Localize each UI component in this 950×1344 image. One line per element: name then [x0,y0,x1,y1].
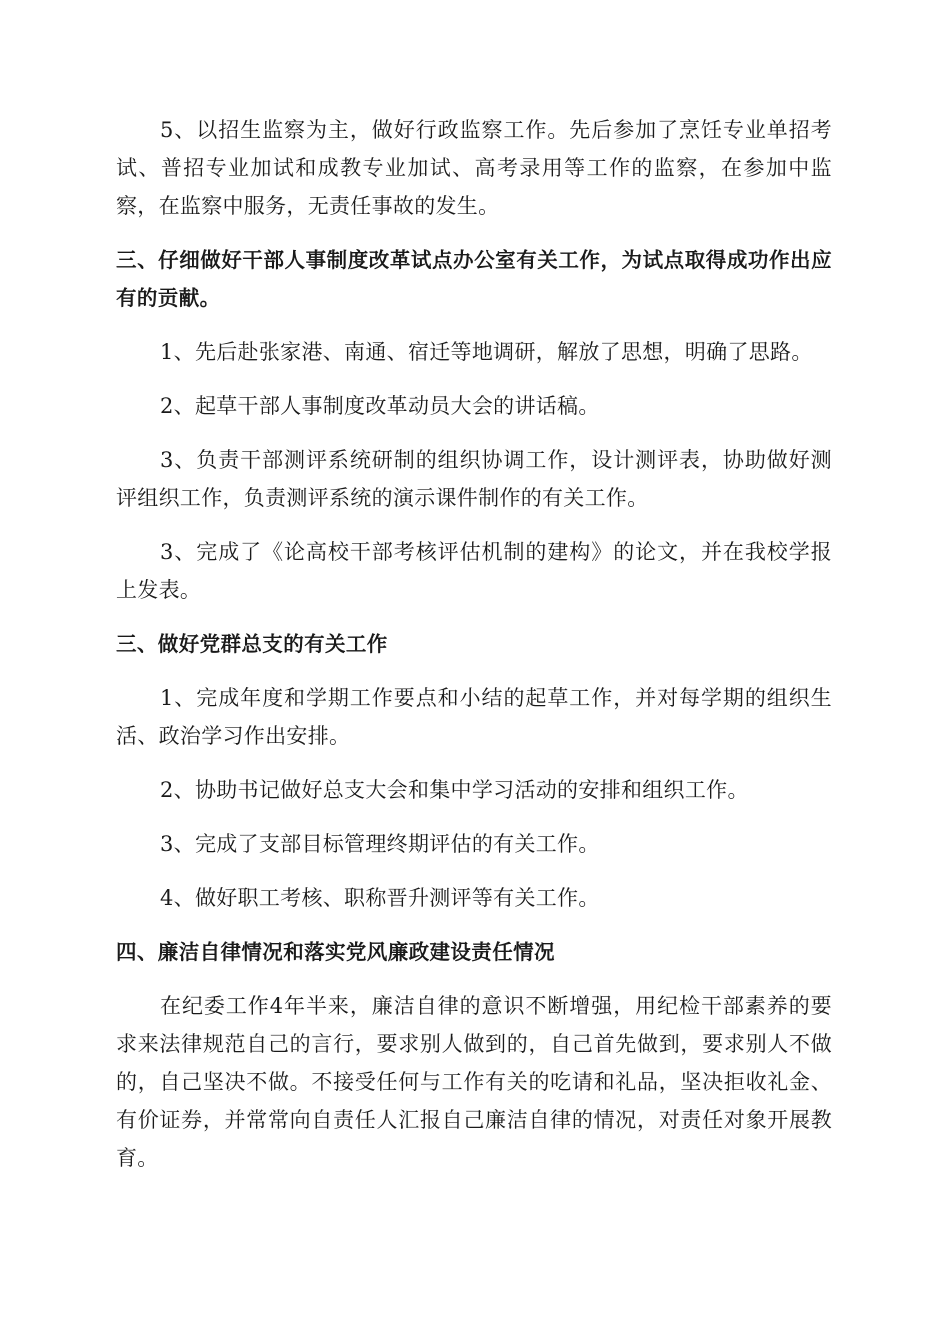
section-heading-integrity: 四、廉洁自律情况和落实党风廉政建设责任情况 [116,940,555,964]
paragraph-item-2-assist-secretary: 2、协助书记做好总支大会和集中学习活动的安排和组织工作。 [160,778,749,802]
paragraph-item-4-staff-appraisal: 4、做好职工考核、职称晋升测评等有关工作。 [160,886,600,910]
paragraph-item-3-evaluation-system: 3、负责干部测评系统研制的组织协调工作，设计测评表，协助做好测评组织工作，负责测评系统的演示课件制作的有关工作。 [116,448,832,510]
paragraph-item-1-research: 1、先后赴张家港、南通、宿迁等地调研，解放了思想，明确了思路。 [160,340,813,364]
paragraph-integrity-summary: 在纪委工作4年半来，廉洁自律的意识不断增强，用纪检干部素养的要求来法律规范自己的言行，要求别人做到的，自己首先做到，要求别人不做的，自己坚决不做。不接受任何与工作有关的吃请和礼品，坚决拒收礼金、有价证券，并常常向自责任人汇报自己廉洁自律的情况，对责任对象开展教育。 [116,994,832,1170]
section-heading-cadre-reform: 三、仔细做好干部人事制度改革试点办公室有关工作，为试点取得成功作出应有的贡献。 [116,248,832,310]
paragraph-item-2-speech-draft: 2、起草干部人事制度改革动员大会的讲话稿。 [160,394,600,418]
paragraph-item-1-work-plan: 1、完成年度和学期工作要点和小结的起草工作，并对每学期的组织生活、政治学习作出安排。 [116,686,832,748]
paragraph-item-3-branch-assessment: 3、完成了支部目标管理终期评估的有关工作。 [160,832,600,856]
paragraph-item-5-supervision: 5、以招生监察为主，做好行政监察工作。先后参加了烹饪专业单招考试、普招专业加试和成教专业加试、高考录用等工作的监察，在参加中监察，在监察中服务，无责任事故的发生。 [116,118,832,218]
section-heading-party-branch: 三、做好党群总支的有关工作 [116,632,388,656]
paragraph-item-3-thesis: 3、完成了《论高校干部考核评估机制的建构》的论文，并在我校学报上发表。 [116,540,832,602]
document-body [116,111,832,1193]
